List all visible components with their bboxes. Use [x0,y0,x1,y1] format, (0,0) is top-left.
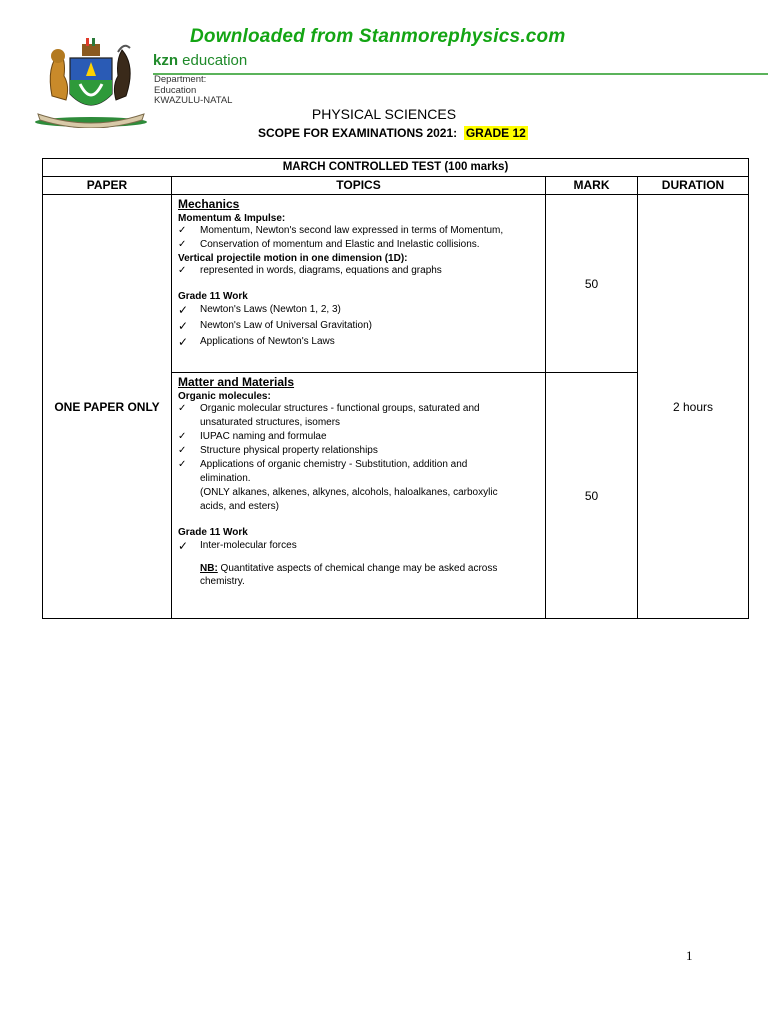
scope-heading [258,126,528,140]
nb-label: NB: [200,563,218,574]
check-icon: ✓ [178,319,189,333]
duration-cell: 2 hours [638,195,749,619]
list-item: ✓ Organic molecular structures - functional groups, saturated and unsaturated structures, isomers [178,403,480,428]
paper-cell: ONE PAPER ONLY [43,195,172,619]
list-item: ✓ Applications of Newton's Laws [178,335,335,349]
check-icon: ✓ [178,239,187,250]
table-main-header: MARCH CONTROLLED TEST (100 marks) [43,159,749,177]
check-icon: ✓ [178,459,187,470]
check-icon: ✓ [178,265,187,276]
grade11-subheading: Grade 11 Work [178,527,248,538]
dept-line-1: Department: [154,74,207,85]
kzn-education-wordmark [153,52,247,70]
list-item: ✓ Momentum, Newton's second law expressed in terms of Momentum, [178,225,504,236]
list-item: ✓ Conservation of momentum and Elastic and Inelastic collisions. [178,239,480,250]
topic-mechanics [172,195,546,373]
check-icon: ✓ [178,225,187,236]
topic-matter [172,373,546,619]
check-icon: ✓ [178,539,189,553]
list-item: ✓ Applications of organic chemistry - Substitution, addition and elimination. (ONLY alkanes, alkenes, alkynes, alcohols, haloalkanes, carboxylic acids, and esters) [178,459,498,512]
education-text: education [178,52,248,69]
col-header-paper: PAPER [43,177,172,195]
page-number: 1 [686,948,693,963]
department-label [154,75,232,107]
projectile-subheading: Vertical projectile motion in one dimension (1D): [178,253,408,264]
organic-subheading: Organic molecules: [178,391,271,402]
list-item: ✓ Newton's Law of Universal Gravitation) [178,319,372,333]
col-header-mark: MARK [546,177,638,195]
list-item: ✓ Inter-molecular forces [178,539,297,553]
check-icon: ✓ [178,431,187,442]
dept-line-2: Education [154,84,197,96]
mechanics-title: Mechanics [178,197,240,211]
momentum-subheading: Momentum & Impulse: [178,213,286,224]
grade11-subheading: Grade 11 Work [178,291,248,302]
matter-mark: 50 [546,373,638,619]
check-icon: ✓ [178,335,189,349]
matter-title: Matter and Materials [178,375,295,389]
dept-line-3: KWAZULU-NATAL [154,95,233,106]
nb-note: NB: Quantitative aspects of chemical change may be asked across chemistry. [200,563,498,587]
download-banner: Downloaded from Stanmorephysics.com [190,26,566,47]
scope-prefix: SCOPE FOR EXAMINATIONS 2021: [258,126,458,140]
mechanics-mark: 50 [546,195,638,373]
list-item: ✓ represented in words, diagrams, equations and graphs [178,265,442,276]
kzn-bold-text: kzn [153,52,179,69]
col-header-topics: TOPICS [172,177,546,195]
document-title: PHYSICAL SCIENCES [311,106,457,122]
header-rule [153,73,768,75]
grade-highlight: GRADE 12 [465,126,526,140]
check-icon: ✓ [178,403,187,414]
scope-table [42,158,749,619]
list-item: ✓ Newton's Laws (Newton 1, 2, 3) [178,303,341,317]
col-header-duration: DURATION [638,177,749,195]
check-icon: ✓ [178,303,189,317]
check-icon: ✓ [178,445,187,456]
list-item: ✓ IUPAC naming and formulae [178,431,327,442]
list-item: ✓ Structure physical property relationships [178,445,378,456]
